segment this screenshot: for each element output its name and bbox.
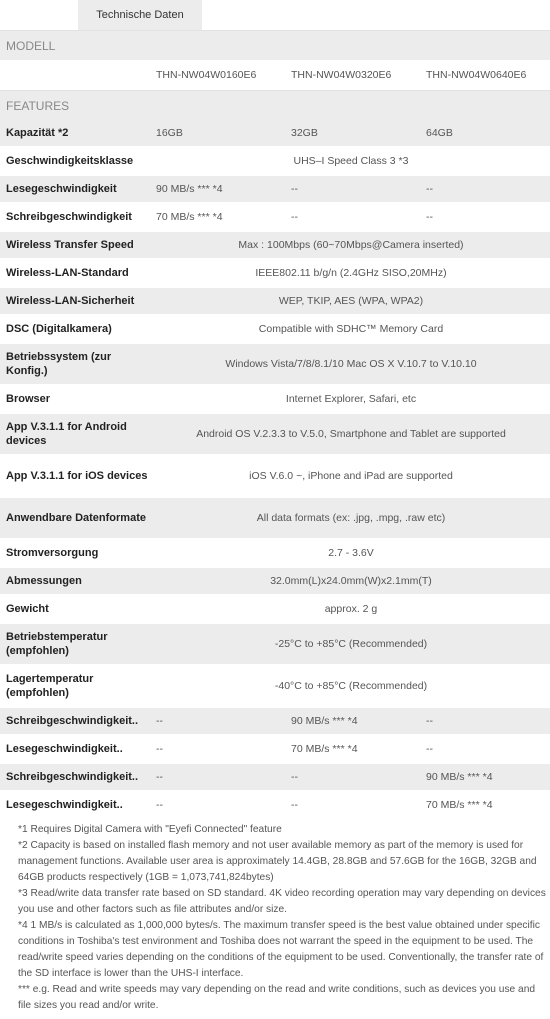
cell-value: WEP, TKIP, AES (WPA, WPA2) [278,295,424,307]
cell-value: Compatible with SDHC™ Memory Card [258,323,444,335]
cell-value: 16GB [156,127,183,139]
row-label: Lesegeschwindigkeit.. [6,743,123,755]
row-label: Schreibgeschwindigkeit.. [6,715,139,727]
cell-value: 70 MB/s *** *4 [291,743,358,755]
cell-value: Max : 100Mbps (60~70Mbps@Camera inserted) [238,239,464,251]
table-row [0,624,550,666]
model-name: THN-NW04W0160E6 [156,69,257,81]
cell-value: -- [291,183,298,195]
cell-value: 70 MB/s *** *4 [156,211,223,223]
row-label: App V.3.1.1 for iOS devices [6,470,148,482]
row-label: Wireless-LAN-Sicherheit [6,295,135,307]
row-label: Schreibgeschwindigkeit [6,211,132,223]
table-row [0,344,550,386]
table-row [0,736,550,764]
row-label: Wireless-LAN-Standard [6,267,129,279]
row-label: Lagertemperatur (empfohlen) [6,673,94,699]
cell-value: 90 MB/s *** *4 [156,183,223,195]
row-label: Anwendbare Datenformate [6,512,146,524]
table-row [0,540,550,568]
cell-value: 90 MB/s *** *4 [426,771,493,783]
section-header-features: FEATURES [0,90,550,120]
table-row [0,260,550,288]
row-label: Browser [6,393,51,405]
cell-value: -- [426,211,433,223]
footnote: *3 Read/write data transfer rate based on SD standard. 4K video recording operation may vary depending on devices you use and other factors such as file attributes and/or size. [18,888,546,915]
row-label: Kapazität *2 [6,127,69,139]
table-row [0,414,550,456]
row-label: Schreibgeschwindigkeit.. [6,771,139,783]
spec-table [0,120,550,820]
cell-value: All data formats (ex: .jpg, .mpg, .raw etc) [256,512,446,524]
cell-value: 90 MB/s *** *4 [291,715,358,727]
cell-value: 64GB [426,127,453,139]
row-label: Stromversorgung [6,547,99,559]
table-row [0,764,550,792]
table-row [0,456,550,498]
section-header-modell: MODELL [0,30,550,60]
row-label: DSC (Digitalkamera) [6,323,112,335]
row-label: Betriebssystem (zur Konfig.) [6,351,112,377]
cell-value: -- [426,183,433,195]
cell-value: 32GB [291,127,318,139]
footnote: *4 1 MB/s is calculated as 1,000,000 bytes/s. The maximum transfer speed is the best value obtained under specific conditions in Toshiba's test environment and Toshiba does not warrant the speed in the equipment to be used. The read/write speed varies depending on the conditions of the equipment to be used. Conventionally, the transfer rate of the SD interface is lower than the UHS-I interface. [18,920,544,979]
row-label: Gewicht [6,603,49,615]
table-row [0,568,550,596]
cell-value: approx. 2 g [324,603,378,615]
table-row [0,288,550,316]
row-label: Abmessungen [6,575,82,587]
cell-value: iOS V.6.0 ~, iPhone and iPad are supported [249,470,453,482]
table-row [0,232,550,260]
cell-value: IEEE802.11 b/g/n (2.4GHz SISO,20MHz) [255,267,447,279]
cell-value: -- [426,743,433,755]
cell-value: -- [156,743,163,755]
table-row [0,666,550,708]
cell-value: UHS–I Speed Class 3 *3 [293,155,409,167]
row-label: Betriebstemperatur (empfohlen) [6,631,108,657]
table-row [0,498,550,540]
cell-value: -- [291,211,298,223]
table-row [0,596,550,624]
row-label: App V.3.1.1 for Android devices [6,421,127,447]
row-label: Lesegeschwindigkeit [6,183,117,195]
model-header-row [0,60,550,90]
cell-value: -- [291,799,298,811]
cell-value: -- [426,715,433,727]
cell-value: -- [156,799,163,811]
cell-value: -- [291,771,298,783]
cell-value: Internet Explorer, Safari, etc [285,393,417,405]
model-name: THN-NW04W0320E6 [291,69,392,81]
tab-technische-daten[interactable]: Technische Daten [78,0,202,30]
cell-value: -25°C to +85°C (Recommended) [274,638,428,650]
cell-value: 2.7 - 3.6V [328,547,374,559]
table-row [0,204,550,232]
table-row [0,708,550,736]
footnotes [18,822,548,1014]
tab-bar [0,0,550,30]
cell-value: 70 MB/s *** *4 [426,799,493,811]
table-row [0,316,550,344]
table-row [0,120,550,148]
table-row [0,176,550,204]
cell-value: -- [156,715,163,727]
cell-value: -40°C to +85°C (Recommended) [274,680,428,692]
footnote: *1 Requires Digital Camera with "Eyefi Connected" feature [18,824,282,835]
footnote: *2 Capacity is based on installed flash memory and not user available memory as part of the memory is used for management functions. Available user area is approximately 14.4GB, 28.8GB and 57.6GB for the 16GB, 32GB and 64GB products respectively (1GB = 1,073,741,824bytes) [18,840,537,883]
footnote: *** e.g. Read and write speeds may vary depending on the read and write conditions, such as devices you use and file sizes you read and/or write. [18,984,536,1011]
model-name: THN-NW04W0640E6 [426,69,527,81]
row-label: Lesegeschwindigkeit.. [6,799,123,811]
cell-value: 32.0mm(L)x24.0mm(W)x2.1mm(T) [270,575,432,587]
cell-value: Windows Vista/7/8/8.1/10 Mac OS X V.10.7 to V.10.10 [225,358,477,370]
table-row [0,148,550,176]
table-row [0,386,550,414]
row-label: Geschwindigkeitsklasse [6,155,134,167]
row-label: Wireless Transfer Speed [6,239,134,251]
cell-value: -- [156,771,163,783]
cell-value: Android OS V.2.3.3 to V.5.0, Smartphone and Tablet are supported [196,428,506,440]
table-row [0,792,550,820]
